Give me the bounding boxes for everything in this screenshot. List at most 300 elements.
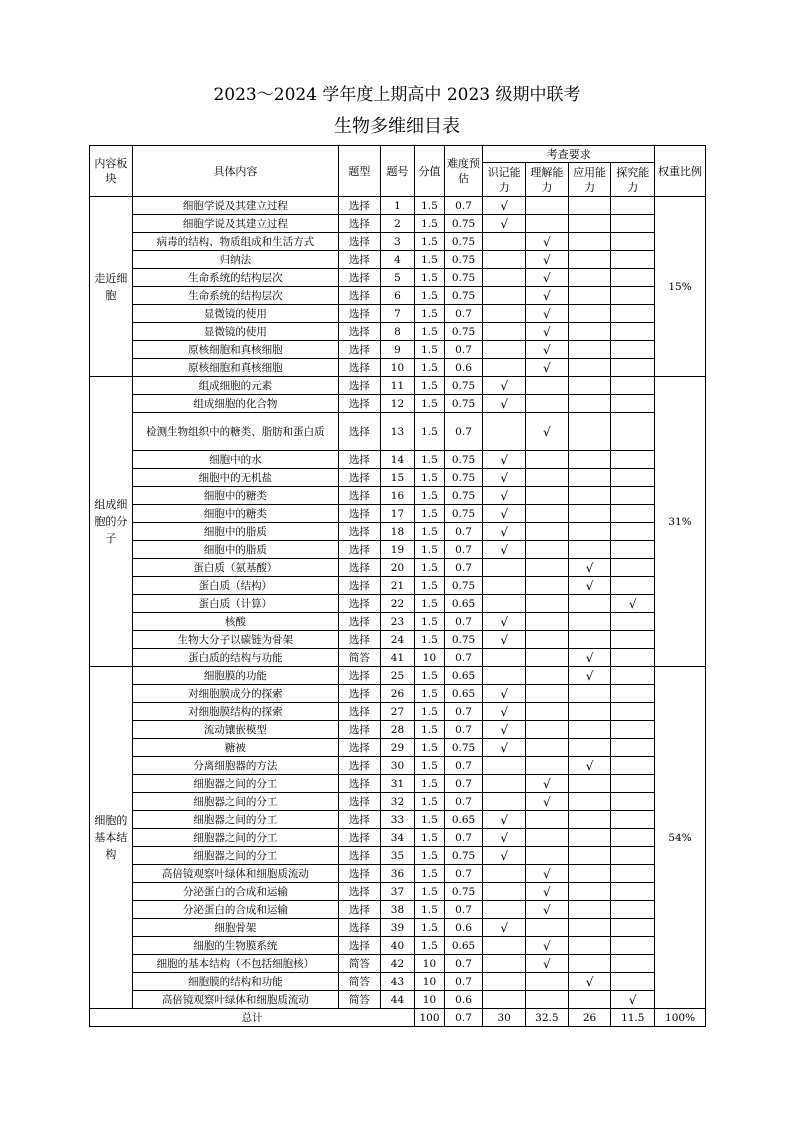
score-cell: 1.5 (415, 865, 444, 883)
type-cell: 选择 (339, 811, 381, 829)
check-mark: √ (500, 704, 509, 719)
type-cell: 选择 (339, 829, 381, 847)
check-mark: √ (500, 722, 509, 737)
content-cell: 分离细胞器的方法 (132, 757, 338, 775)
ability-cell (611, 577, 655, 595)
score-cell: 1.5 (415, 739, 444, 757)
number-cell: 23 (380, 613, 415, 631)
number-cell: 2 (380, 215, 415, 233)
score-cell: 1.5 (415, 269, 444, 287)
type-cell: 选择 (339, 685, 381, 703)
score-cell: 1.5 (415, 451, 444, 469)
table-row (90, 469, 706, 487)
score-cell: 1.5 (415, 377, 444, 395)
header-difficulty: 难度预估 (444, 146, 483, 197)
difficulty-cell: 0.65 (444, 811, 483, 829)
ability-cell (526, 739, 569, 757)
difficulty-cell: 0.75 (444, 739, 483, 757)
type-cell: 简答 (339, 973, 381, 991)
ability-cell (483, 865, 526, 883)
ability-cell (526, 269, 569, 287)
check-mark: √ (585, 758, 594, 773)
ability-cell (611, 233, 655, 251)
score-cell: 1.5 (415, 793, 444, 811)
ability-cell (611, 685, 655, 703)
ability-cell (483, 451, 526, 469)
total-score: 100 (415, 1009, 444, 1027)
check-mark: √ (543, 956, 551, 971)
content-cell: 分泌蛋白的合成和运输 (132, 883, 338, 901)
total-apply: 26 (568, 1009, 611, 1027)
difficulty-cell: 0.6 (444, 919, 483, 937)
ability-cell (568, 991, 611, 1009)
number-cell: 10 (380, 359, 415, 377)
content-cell: 高倍镜观察叶绿体和细胞质流动 (132, 865, 338, 883)
type-cell: 选择 (339, 359, 381, 377)
ability-cell (526, 197, 569, 215)
number-cell: 34 (380, 829, 415, 847)
ability-cell (483, 757, 526, 775)
ability-cell (568, 269, 611, 287)
ability-cell (483, 287, 526, 305)
number-cell: 17 (380, 505, 415, 523)
content-cell: 细胞中的糖类 (132, 505, 338, 523)
number-cell: 9 (380, 341, 415, 359)
content-cell: 高倍镜观察叶绿体和细胞质流动 (132, 991, 338, 1009)
ability-cell (483, 775, 526, 793)
ability-cell (611, 631, 655, 649)
ability-cell (483, 793, 526, 811)
check-mark: √ (543, 342, 551, 357)
ability-cell (526, 341, 569, 359)
ability-cell (483, 469, 526, 487)
check-mark: √ (500, 216, 509, 231)
table-row (90, 577, 706, 595)
check-mark: √ (500, 830, 509, 845)
ability-cell (611, 559, 655, 577)
ability-cell (611, 847, 655, 865)
check-mark: √ (500, 542, 509, 557)
ability-cell (568, 865, 611, 883)
score-cell: 1.5 (415, 215, 444, 233)
content-cell: 细胞器之间的分工 (132, 811, 338, 829)
content-cell: 细胞的基本结构（不包括细胞核） (132, 955, 338, 973)
score-cell: 1.5 (415, 703, 444, 721)
weight-cell: 15% (655, 197, 706, 377)
difficulty-cell: 0.7 (444, 541, 483, 559)
score-cell: 1.5 (415, 847, 444, 865)
content-cell: 归纳法 (132, 251, 338, 269)
difficulty-cell: 0.7 (444, 829, 483, 847)
table-row (90, 559, 706, 577)
total-understand: 32.5 (526, 1009, 569, 1027)
ability-cell (526, 667, 569, 685)
ability-cell (526, 377, 569, 395)
check-mark: √ (500, 920, 509, 935)
difficulty-cell: 0.7 (444, 973, 483, 991)
ability-cell (483, 559, 526, 577)
number-cell: 21 (380, 577, 415, 595)
table-row (90, 377, 706, 395)
table-row (90, 451, 706, 469)
table-row (90, 847, 706, 865)
content-cell: 细胞器之间的分工 (132, 829, 338, 847)
ability-cell (526, 323, 569, 341)
type-cell: 选择 (339, 613, 381, 631)
type-cell: 选择 (339, 487, 381, 505)
ability-cell (483, 505, 526, 523)
section-name: 细胞的基本结构 (90, 667, 133, 1009)
ability-cell (526, 541, 569, 559)
ability-cell (611, 829, 655, 847)
ability-cell (611, 667, 655, 685)
difficulty-cell: 0.6 (444, 991, 483, 1009)
check-mark: √ (628, 596, 637, 611)
score-cell: 1.5 (415, 341, 444, 359)
ability-cell (611, 973, 655, 991)
check-mark: √ (500, 686, 509, 701)
check-mark: √ (585, 650, 594, 665)
check-mark: √ (585, 578, 594, 593)
number-cell: 5 (380, 269, 415, 287)
ability-cell (483, 883, 526, 901)
ability-cell (526, 413, 569, 451)
ability-cell (483, 901, 526, 919)
ability-cell (611, 955, 655, 973)
table-row (90, 413, 706, 451)
ability-cell (483, 829, 526, 847)
content-cell: 细胞器之间的分工 (132, 775, 338, 793)
ability-cell (611, 703, 655, 721)
score-cell: 1.5 (415, 287, 444, 305)
table-row (90, 739, 706, 757)
score-cell: 1.5 (415, 541, 444, 559)
ability-cell (568, 377, 611, 395)
ability-cell (526, 955, 569, 973)
content-cell: 糖被 (132, 739, 338, 757)
difficulty-cell: 0.75 (444, 847, 483, 865)
ability-cell (526, 883, 569, 901)
type-cell: 选择 (339, 341, 381, 359)
type-cell: 选择 (339, 215, 381, 233)
ability-cell (526, 901, 569, 919)
header-block: 内容板块 (90, 146, 133, 197)
total-inquiry: 11.5 (611, 1009, 655, 1027)
ability-cell (526, 793, 569, 811)
score-cell: 1.5 (415, 577, 444, 595)
ability-cell (526, 469, 569, 487)
number-cell: 28 (380, 721, 415, 739)
ability-cell (526, 577, 569, 595)
ability-cell (483, 577, 526, 595)
number-cell: 19 (380, 541, 415, 559)
ability-cell (568, 215, 611, 233)
ability-cell (611, 865, 655, 883)
type-cell: 简答 (339, 955, 381, 973)
ability-cell (483, 233, 526, 251)
difficulty-cell: 0.75 (444, 487, 483, 505)
difficulty-cell: 0.7 (444, 559, 483, 577)
content-cell: 细胞的生物膜系统 (132, 937, 338, 955)
difficulty-cell: 0.7 (444, 901, 483, 919)
ability-cell (568, 613, 611, 631)
number-cell: 13 (380, 413, 415, 451)
ability-cell (611, 505, 655, 523)
score-cell: 1.5 (415, 251, 444, 269)
number-cell: 26 (380, 685, 415, 703)
total-label: 总计 (90, 1009, 415, 1027)
ability-cell (611, 451, 655, 469)
score-cell: 1.5 (415, 919, 444, 937)
ability-cell (526, 559, 569, 577)
ability-cell (611, 377, 655, 395)
check-mark: √ (543, 884, 551, 899)
ability-cell (526, 613, 569, 631)
total-weight: 100% (655, 1009, 706, 1027)
table-row (90, 829, 706, 847)
check-mark: √ (543, 776, 551, 791)
difficulty-cell: 0.75 (444, 233, 483, 251)
difficulty-cell: 0.75 (444, 883, 483, 901)
ability-cell (568, 757, 611, 775)
ability-cell (611, 215, 655, 233)
ability-cell (526, 973, 569, 991)
table-row (90, 251, 706, 269)
score-cell: 1.5 (415, 523, 444, 541)
number-cell: 3 (380, 233, 415, 251)
check-mark: √ (543, 360, 551, 375)
table-row (90, 901, 706, 919)
table-row (90, 811, 706, 829)
check-mark: √ (543, 424, 551, 439)
ability-cell (611, 595, 655, 613)
ability-cell (568, 793, 611, 811)
check-mark: √ (543, 324, 551, 339)
type-cell: 选择 (339, 541, 381, 559)
table-row (90, 649, 706, 667)
table-row (90, 775, 706, 793)
ability-cell (526, 359, 569, 377)
ability-cell (568, 487, 611, 505)
ability-cell (611, 649, 655, 667)
check-mark: √ (500, 488, 509, 503)
ability-cell (611, 197, 655, 215)
table-row (90, 757, 706, 775)
type-cell: 选择 (339, 577, 381, 595)
table-row (90, 613, 706, 631)
difficulty-cell: 0.75 (444, 395, 483, 413)
check-mark: √ (500, 740, 509, 755)
check-mark: √ (543, 288, 551, 303)
ability-cell (526, 305, 569, 323)
number-cell: 11 (380, 377, 415, 395)
content-cell: 原核细胞和真核细胞 (132, 341, 338, 359)
content-cell: 细胞中的脂质 (132, 523, 338, 541)
difficulty-cell: 0.75 (444, 631, 483, 649)
score-cell: 1.5 (415, 359, 444, 377)
score-cell: 1.5 (415, 487, 444, 505)
weight-cell: 54% (655, 667, 706, 1009)
ability-cell (526, 865, 569, 883)
table-row (90, 487, 706, 505)
number-cell: 20 (380, 559, 415, 577)
check-mark: √ (543, 234, 551, 249)
check-mark: √ (543, 252, 551, 267)
check-mark: √ (500, 632, 509, 647)
ability-cell (483, 413, 526, 451)
check-mark: √ (543, 866, 551, 881)
score-cell: 1.5 (415, 559, 444, 577)
difficulty-cell: 0.75 (444, 377, 483, 395)
table-row (90, 667, 706, 685)
ability-cell (611, 775, 655, 793)
table-row (90, 937, 706, 955)
ability-cell (526, 451, 569, 469)
ability-cell (526, 847, 569, 865)
ability-cell (483, 613, 526, 631)
difficulty-cell: 0.7 (444, 865, 483, 883)
number-cell: 7 (380, 305, 415, 323)
content-cell: 生命系统的结构层次 (132, 287, 338, 305)
check-mark: √ (500, 470, 509, 485)
score-cell: 1.5 (415, 757, 444, 775)
ability-cell (483, 649, 526, 667)
score-cell: 1.5 (415, 775, 444, 793)
check-mark: √ (500, 506, 509, 521)
ability-cell (568, 631, 611, 649)
ability-cell (611, 811, 655, 829)
ability-cell (526, 233, 569, 251)
number-cell: 12 (380, 395, 415, 413)
ability-cell (526, 685, 569, 703)
type-cell: 选择 (339, 505, 381, 523)
check-mark: √ (500, 378, 509, 393)
ability-cell (568, 667, 611, 685)
number-cell: 35 (380, 847, 415, 865)
score-cell: 1.5 (415, 505, 444, 523)
content-cell: 流动镶嵌模型 (132, 721, 338, 739)
type-cell: 选择 (339, 757, 381, 775)
content-cell: 对细胞膜成分的探索 (132, 685, 338, 703)
header-understand: 理解能力 (526, 163, 569, 197)
score-cell: 1.5 (415, 667, 444, 685)
ability-cell (568, 341, 611, 359)
score-cell: 1.5 (415, 323, 444, 341)
ability-cell (483, 305, 526, 323)
number-cell: 14 (380, 451, 415, 469)
difficulty-cell: 0.7 (444, 413, 483, 451)
check-mark: √ (500, 848, 509, 863)
number-cell: 31 (380, 775, 415, 793)
score-cell: 1.5 (415, 721, 444, 739)
type-cell: 选择 (339, 305, 381, 323)
ability-cell (568, 505, 611, 523)
section-name: 组成细胞的分子 (90, 377, 133, 667)
content-cell: 细胞中的糖类 (132, 487, 338, 505)
ability-cell (483, 595, 526, 613)
document-subtitle: 生物多维细目表 (334, 116, 460, 137)
difficulty-cell: 0.75 (444, 505, 483, 523)
table-row (90, 523, 706, 541)
number-cell: 6 (380, 287, 415, 305)
section-name: 走近细胞 (90, 197, 133, 377)
score-cell: 1.5 (415, 937, 444, 955)
ability-cell (568, 233, 611, 251)
ability-cell (526, 215, 569, 233)
number-cell: 39 (380, 919, 415, 937)
table-row (90, 955, 706, 973)
table-row (90, 703, 706, 721)
ability-cell (611, 251, 655, 269)
type-cell: 简答 (339, 649, 381, 667)
ability-cell (526, 991, 569, 1009)
ability-cell (611, 359, 655, 377)
ability-cell (483, 323, 526, 341)
type-cell: 选择 (339, 847, 381, 865)
ability-cell (483, 739, 526, 757)
content-cell: 蛋白质（氨基酸） (132, 559, 338, 577)
number-cell: 30 (380, 757, 415, 775)
ability-cell (483, 377, 526, 395)
number-cell: 33 (380, 811, 415, 829)
ability-cell (526, 829, 569, 847)
total-difficulty: 0.7 (444, 1009, 483, 1027)
ability-cell (568, 811, 611, 829)
ability-cell (611, 541, 655, 559)
ability-cell (526, 721, 569, 739)
ability-cell (526, 703, 569, 721)
ability-cell (483, 395, 526, 413)
number-cell: 25 (380, 667, 415, 685)
number-cell: 44 (380, 991, 415, 1009)
ability-cell (568, 469, 611, 487)
check-mark: √ (500, 396, 509, 411)
score-cell: 1.5 (415, 395, 444, 413)
ability-cell (526, 395, 569, 413)
table-row (90, 973, 706, 991)
type-cell: 选择 (339, 197, 381, 215)
ability-cell (568, 919, 611, 937)
check-mark: √ (585, 974, 594, 989)
score-cell: 1.5 (415, 829, 444, 847)
table-row (90, 287, 706, 305)
ability-cell (483, 523, 526, 541)
score-cell: 1.5 (415, 685, 444, 703)
score-cell: 1.5 (415, 883, 444, 901)
type-cell: 选择 (339, 721, 381, 739)
table-row (90, 359, 706, 377)
ability-cell (483, 667, 526, 685)
number-cell: 1 (380, 197, 415, 215)
content-cell: 病毒的结构、物质组成和生活方式 (132, 233, 338, 251)
ability-cell (568, 703, 611, 721)
table-row (90, 323, 706, 341)
content-cell: 显微镜的使用 (132, 323, 338, 341)
difficulty-cell: 0.75 (444, 323, 483, 341)
ability-cell (611, 991, 655, 1009)
difficulty-cell: 0.7 (444, 703, 483, 721)
table-row (90, 305, 706, 323)
ability-cell (568, 595, 611, 613)
ability-cell (611, 287, 655, 305)
ability-cell (526, 523, 569, 541)
ability-cell (483, 197, 526, 215)
score-cell: 1.5 (415, 469, 444, 487)
type-cell: 选择 (339, 233, 381, 251)
type-cell: 选择 (339, 739, 381, 757)
total-recall: 30 (483, 1009, 526, 1027)
table-row (90, 595, 706, 613)
